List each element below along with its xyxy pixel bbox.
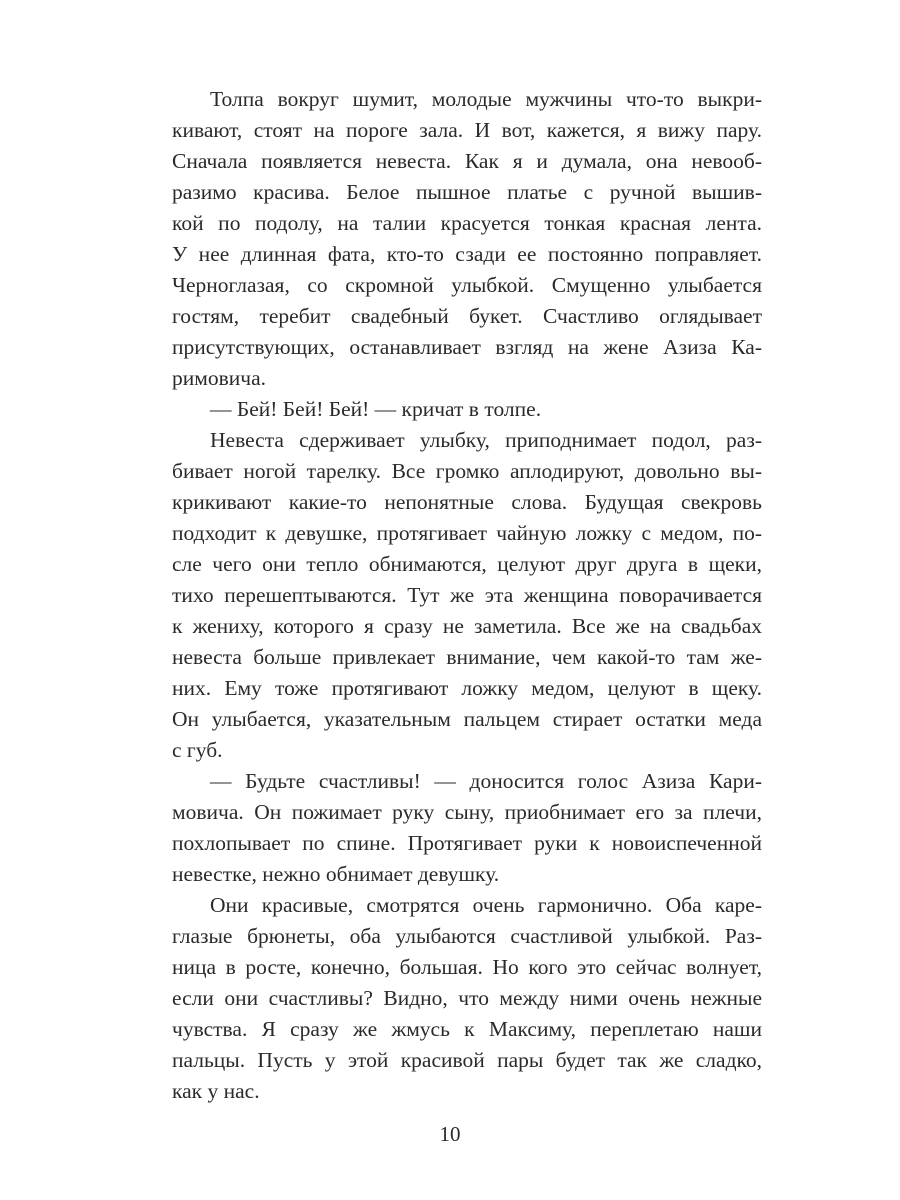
text-line: присутствующих, останавливает взгляд на жене Азиза Ка- <box>172 335 762 359</box>
paragraph <box>172 425 762 766</box>
text-line: крикивают какие-то непонятные слова. Будущая свекровь <box>172 490 762 514</box>
paragraph <box>172 394 762 425</box>
text-line: невестке, нежно обнимает девушку. <box>172 862 500 886</box>
text-line: гостям, теребит свадебный букет. Счастливо оглядывает <box>172 304 762 328</box>
text-line: тихо перешептываются. Тут же эта женщина поворачивается <box>172 583 762 607</box>
text-line: Он улыбается, указательным пальцем стирает остатки меда <box>172 707 762 731</box>
text-line: Сначала появляется невеста. Как я и думала, она невооб- <box>172 149 762 173</box>
text-line: кой по подолу, на талии красуется тонкая красная лента. <box>172 211 762 235</box>
text-line: мовича. Он пожимает руку сыну, приобнимает его за плечи, <box>172 800 762 824</box>
page-number: 10 <box>439 1122 461 1146</box>
text-line: римовича. <box>172 366 266 390</box>
paragraph <box>172 84 762 394</box>
text-line: Они красивые, смотрятся очень гармонично. Оба каре- <box>210 893 762 917</box>
text-line: ница в росте, конечно, большая. Но кого это сейчас волнует, <box>172 955 762 979</box>
text-line: Невеста сдерживает улыбку, приподнимает подол, раз- <box>210 428 762 452</box>
text-line: — Будьте счастливы! — доносится голос Азиза Кари- <box>210 769 762 793</box>
text-line: чувства. Я сразу же жмусь к Максиму, переплетаю наши <box>172 1017 762 1041</box>
text-line: к жениху, которого я сразу не заметила. Все же на свадьбах <box>172 614 762 638</box>
text-line: бивает ногой тарелку. Все громко аплодируют, довольно вы- <box>172 459 762 483</box>
text-line: пальцы. Пусть у этой красивой пары будет так же сладко, <box>172 1048 762 1072</box>
text-line: глазые брюнеты, оба улыбаются счастливой улыбкой. Раз- <box>172 924 762 948</box>
text-line: как у нас. <box>172 1079 260 1103</box>
text-line: похлопывает по спине. Протягивает руки к новоиспеченной <box>172 831 762 855</box>
text-line: с губ. <box>172 738 223 762</box>
text-line: Черноглазая, со скромной улыбкой. Смущенно улыбается <box>172 273 762 297</box>
text-line: если они счастливы? Видно, что между ними очень нежные <box>172 986 762 1010</box>
text-line: невеста больше привлекает внимание, чем какой-то там же- <box>172 645 762 669</box>
paragraph <box>172 766 762 890</box>
text-line: Толпа вокруг шумит, молодые мужчины что-то выкри- <box>210 87 762 111</box>
text-line: разимо красива. Белое пышное платье с ручной вышив- <box>172 180 762 204</box>
text-line: У нее длинная фата, кто-то сзади ее постоянно поправляет. <box>172 242 762 266</box>
text-line: — Бей! Бей! Бей! — кричат в толпе. <box>210 397 542 421</box>
page-body <box>172 84 762 1107</box>
text-line: сле чего они тепло обнимаются, целуют друг друга в щеки, <box>172 552 762 576</box>
paragraph <box>172 890 762 1107</box>
text-line: кивают, стоят на пороге зала. И вот, кажется, я вижу пару. <box>172 118 762 142</box>
text-line: подходит к девушке, протягивает чайную ложку с медом, по- <box>172 521 762 545</box>
text-line: них. Ему тоже протягивают ложку медом, целуют в щеку. <box>172 676 762 700</box>
